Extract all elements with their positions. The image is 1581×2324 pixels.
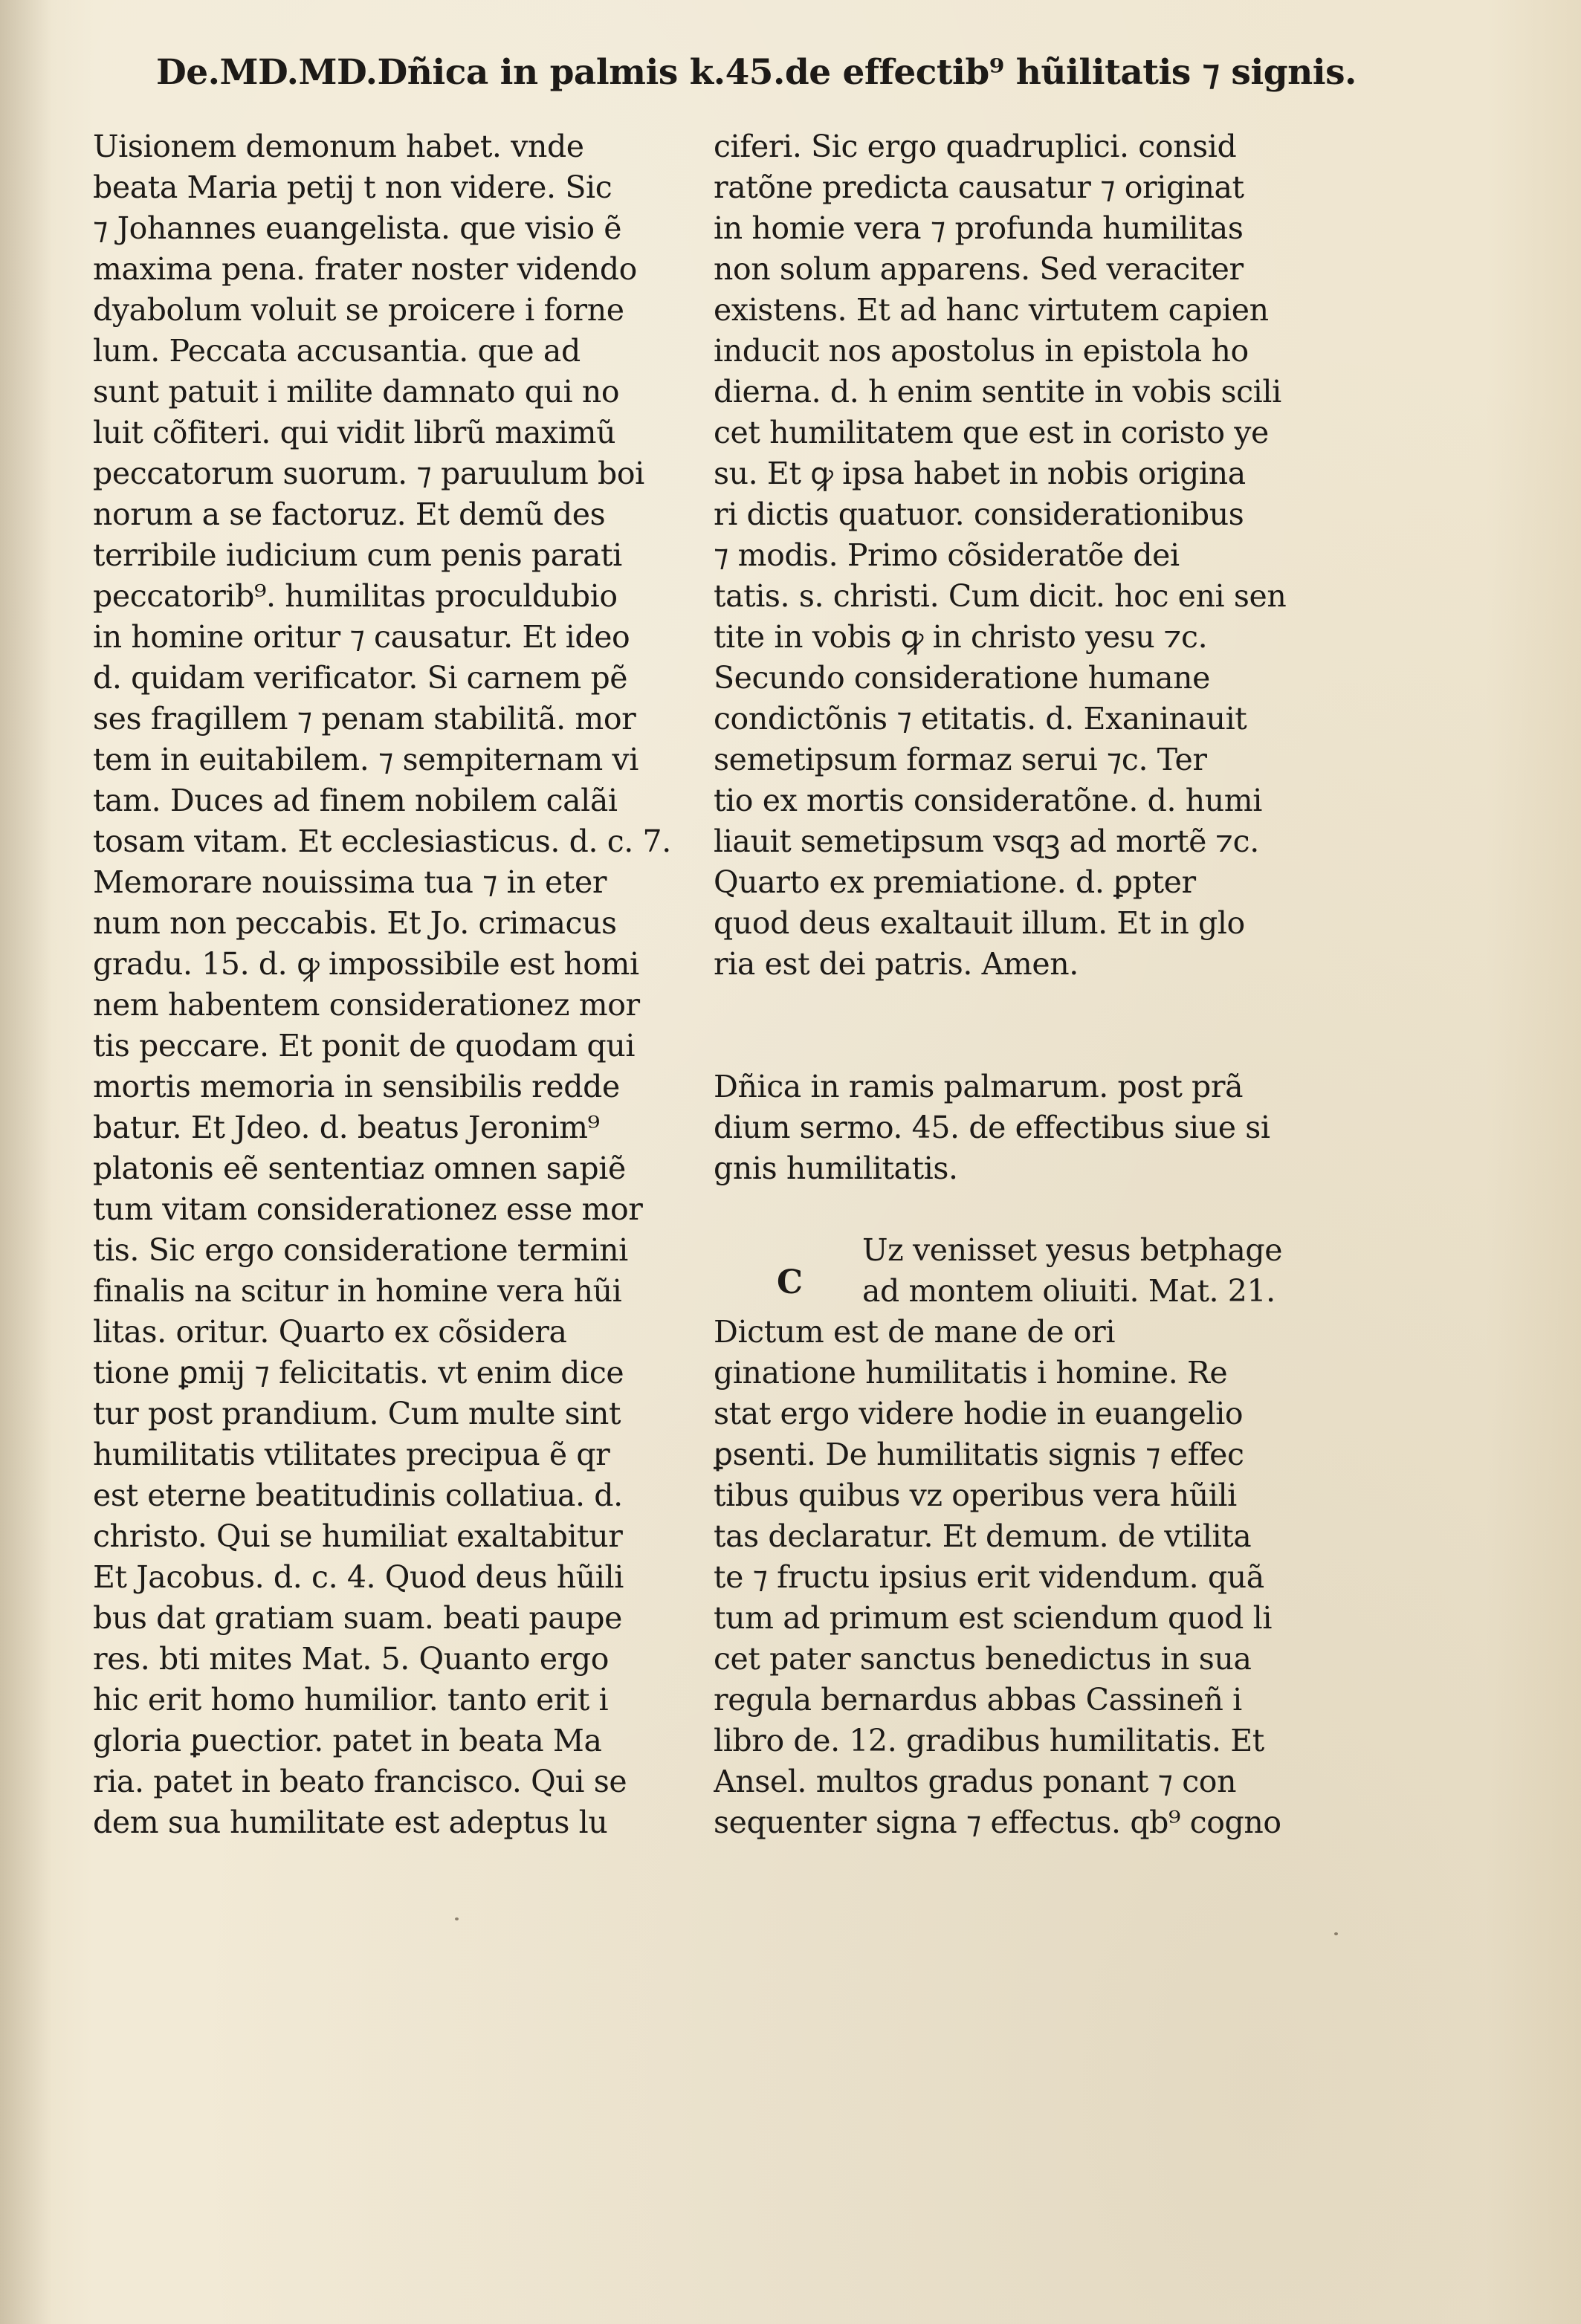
drop-initial: C	[777, 1263, 804, 1301]
text-line: ⁊ modis. Primo cõsideratõe dei	[714, 537, 1180, 573]
text-line: Dñica in ramis palmarum. post prã	[714, 1069, 1244, 1104]
text-line: ria est dei patris. Amen.	[714, 946, 1079, 982]
text-line: liauit semetipsum vsqꝫ ad mortẽ ⁊c.	[714, 823, 1259, 859]
text-line: quod deus exaltauit illum. Et in glo	[714, 905, 1245, 941]
text-line: in homine oritur ⁊ causatur. Et ideo	[93, 619, 630, 655]
text-line: terribile iudicium cum penis parati	[93, 537, 622, 573]
text-line: num non peccabis. Et Jo. crimacus	[93, 905, 617, 941]
text-line: tibus quibus vz operibus vera hũili	[714, 1477, 1237, 1513]
text-line: condictõnis ⁊ etitatis. d. Exaninauit	[714, 701, 1247, 737]
text-line: ses fragillem ⁊ penam stabilitã. mor	[93, 701, 636, 737]
text-line: te ⁊ fructu ipsius erit videndum. quã	[714, 1559, 1264, 1595]
text-line: lum. Peccata accusantia. que ad	[93, 333, 581, 369]
text-line: sequenter signa ⁊ effectus. qb⁹ cogno	[714, 1805, 1281, 1840]
text-line: dyabolum voluit se proicere i forne	[93, 292, 624, 328]
text-line: ria. patet in beato francisco. Qui se	[93, 1764, 627, 1799]
text-line: gnis humilitatis.	[714, 1150, 958, 1186]
text-line: Dictum est de mane de ori	[714, 1314, 1116, 1350]
text-line: hic erit homo humilior. tanto erit i	[93, 1682, 609, 1718]
text-line: tem in euitabilem. ⁊ sempiternam vi	[93, 742, 638, 777]
text-line: tis. Sic ergo consideratione termini	[93, 1232, 628, 1268]
text-line: mortis memoria in sensibilis redde	[93, 1069, 620, 1104]
text-line: norum a se factoruz. Et demũ des	[93, 496, 606, 532]
text-line: cet pater sanctus benedictus in sua	[714, 1641, 1252, 1677]
text-line: non solum apparens. Sed veraciter	[714, 251, 1244, 287]
text-line: dem sua humilitate est adeptus lu	[93, 1805, 608, 1840]
text-line: Et Jacobus. d. c. 4. Quod deus hũili	[93, 1559, 624, 1595]
text-line: semetipsum formaz serui ⁊c. Ter	[714, 742, 1207, 777]
running-head: De.MD.MD.Dñica in palmis k.45.de effectib⁹ hũilitatis ⁊ signis.	[156, 52, 1357, 93]
ink-speck	[455, 1917, 459, 1920]
text-line: ꝑsenti. De humilitatis signis ⁊ effec	[714, 1437, 1244, 1472]
text-line: Quarto ex premiatione. d. ꝑpter	[714, 864, 1196, 900]
text-line: tur post prandium. Cum multe sint	[93, 1396, 621, 1431]
text-line: ad montem oliuiti. Mat. 21.	[862, 1273, 1276, 1309]
text-line: Ansel. multos gradus ponant ⁊ con	[714, 1764, 1237, 1799]
text-line: dium sermo. 45. de effectibus siue si	[714, 1110, 1270, 1145]
text-line: ciferi. Sic ergo quadruplici. consid	[714, 129, 1237, 164]
text-line: peccatorib⁹. humilitas proculdubio	[93, 578, 618, 614]
text-line: Uisionem demonum habet. vnde	[93, 129, 584, 164]
text-line: stat ergo videre hodie in euangelio	[714, 1396, 1244, 1431]
text-line: peccatorum suorum. ⁊ paruulum boi	[93, 456, 644, 491]
text-line: ratõne predicta causatur ⁊ originat	[714, 169, 1244, 205]
ink-speck	[1334, 1932, 1338, 1935]
text-line: regula bernardus abbas Cassineñ i	[714, 1682, 1242, 1718]
text-line: tione ꝑmij ⁊ felicitatis. vt enim dice	[93, 1355, 624, 1391]
text-line: libro de. 12. gradibus humilitatis. Et	[714, 1723, 1264, 1758]
text-line: tam. Duces ad finem nobilem calãi	[93, 783, 618, 818]
text-line: tum ad primum est sciendum quod li	[714, 1600, 1273, 1636]
text-line: tatis. s. christi. Cum dicit. hoc eni sen	[714, 578, 1287, 614]
text-line: d. quidam verificator. Si carnem pẽ	[93, 660, 628, 696]
text-line: finalis na scitur in homine vera hũi	[93, 1273, 622, 1309]
text-line: dierna. d. h enim sentite in vobis scili	[714, 374, 1281, 410]
text-line: inducit nos apostolus in epistola ho	[714, 333, 1249, 369]
line-gap	[714, 1189, 1308, 1230]
text-line: tum vitam considerationez esse mor	[93, 1191, 643, 1227]
left-text-column	[93, 126, 695, 1843]
text-line: beata Maria petij t non videre. Sic	[93, 169, 612, 205]
line-gap	[714, 985, 1308, 1026]
text-line: maxima pena. frater noster videndo	[93, 251, 637, 287]
text-line: ri dictis quatuor. considerationibus	[714, 496, 1244, 532]
text-line: Uz venisset yesus betphage	[862, 1232, 1283, 1268]
line-gap	[714, 1026, 1308, 1066]
text-line: litas. oritur. Quarto ex cõsidera	[93, 1314, 567, 1350]
text-line: ⁊ Johannes euangelista. que visio ẽ	[93, 210, 622, 246]
text-line: existens. Et ad hanc virtutem capien	[714, 292, 1269, 328]
text-line: Secundo consideratione humane	[714, 660, 1211, 696]
text-line: est eterne beatitudinis collatiua. d.	[93, 1477, 623, 1513]
text-line: humilitatis vtilitates precipua ẽ qr	[93, 1437, 610, 1472]
text-line: su. Et ꝙ ipsa habet in nobis origina	[714, 456, 1246, 491]
text-line: cet humilitatem que est in coristo ye	[714, 415, 1269, 450]
text-line: gloria ꝑuectior. patet in beata Ma	[93, 1723, 602, 1758]
text-line: in homie vera ⁊ profunda humilitas	[714, 210, 1244, 246]
text-line: tis peccare. Et ponit de quodam qui	[93, 1028, 636, 1064]
text-line: bus dat gratiam suam. beati paupe	[93, 1600, 622, 1636]
text-line: batur. Et Jdeo. d. beatus Jeronim⁹	[93, 1110, 600, 1145]
text-line: tio ex mortis consideratõne. d. humi	[714, 783, 1262, 818]
text-line: res. bti mites Mat. 5. Quanto ergo	[93, 1641, 610, 1677]
text-line: sunt patuit i milite damnato qui no	[93, 374, 620, 410]
text-line: ginatione humilitatis i homine. Re	[714, 1355, 1228, 1391]
gutter-shadow	[0, 0, 52, 2324]
text-line: gradu. 15. d. ꝙ impossibile est homi	[93, 946, 639, 982]
text-line: tite in vobis ꝙ in christo yesu ⁊c.	[714, 619, 1208, 655]
text-line: tas declaratur. Et demum. de vtilita	[714, 1518, 1252, 1554]
text-line: christo. Qui se humiliat exaltabitur	[93, 1518, 623, 1554]
right-text-column	[714, 126, 1308, 1843]
text-line: platonis eẽ sententiaz omnen sapiẽ	[93, 1150, 626, 1186]
text-line: tosam vitam. Et ecclesiasticus. d. c. 7.	[93, 823, 671, 859]
text-line: luit cõfiteri. qui vidit librũ maximũ	[93, 415, 616, 450]
text-line: nem habentem considerationez mor	[93, 987, 640, 1023]
text-line: Memorare nouissima tua ⁊ in eter	[93, 864, 607, 900]
